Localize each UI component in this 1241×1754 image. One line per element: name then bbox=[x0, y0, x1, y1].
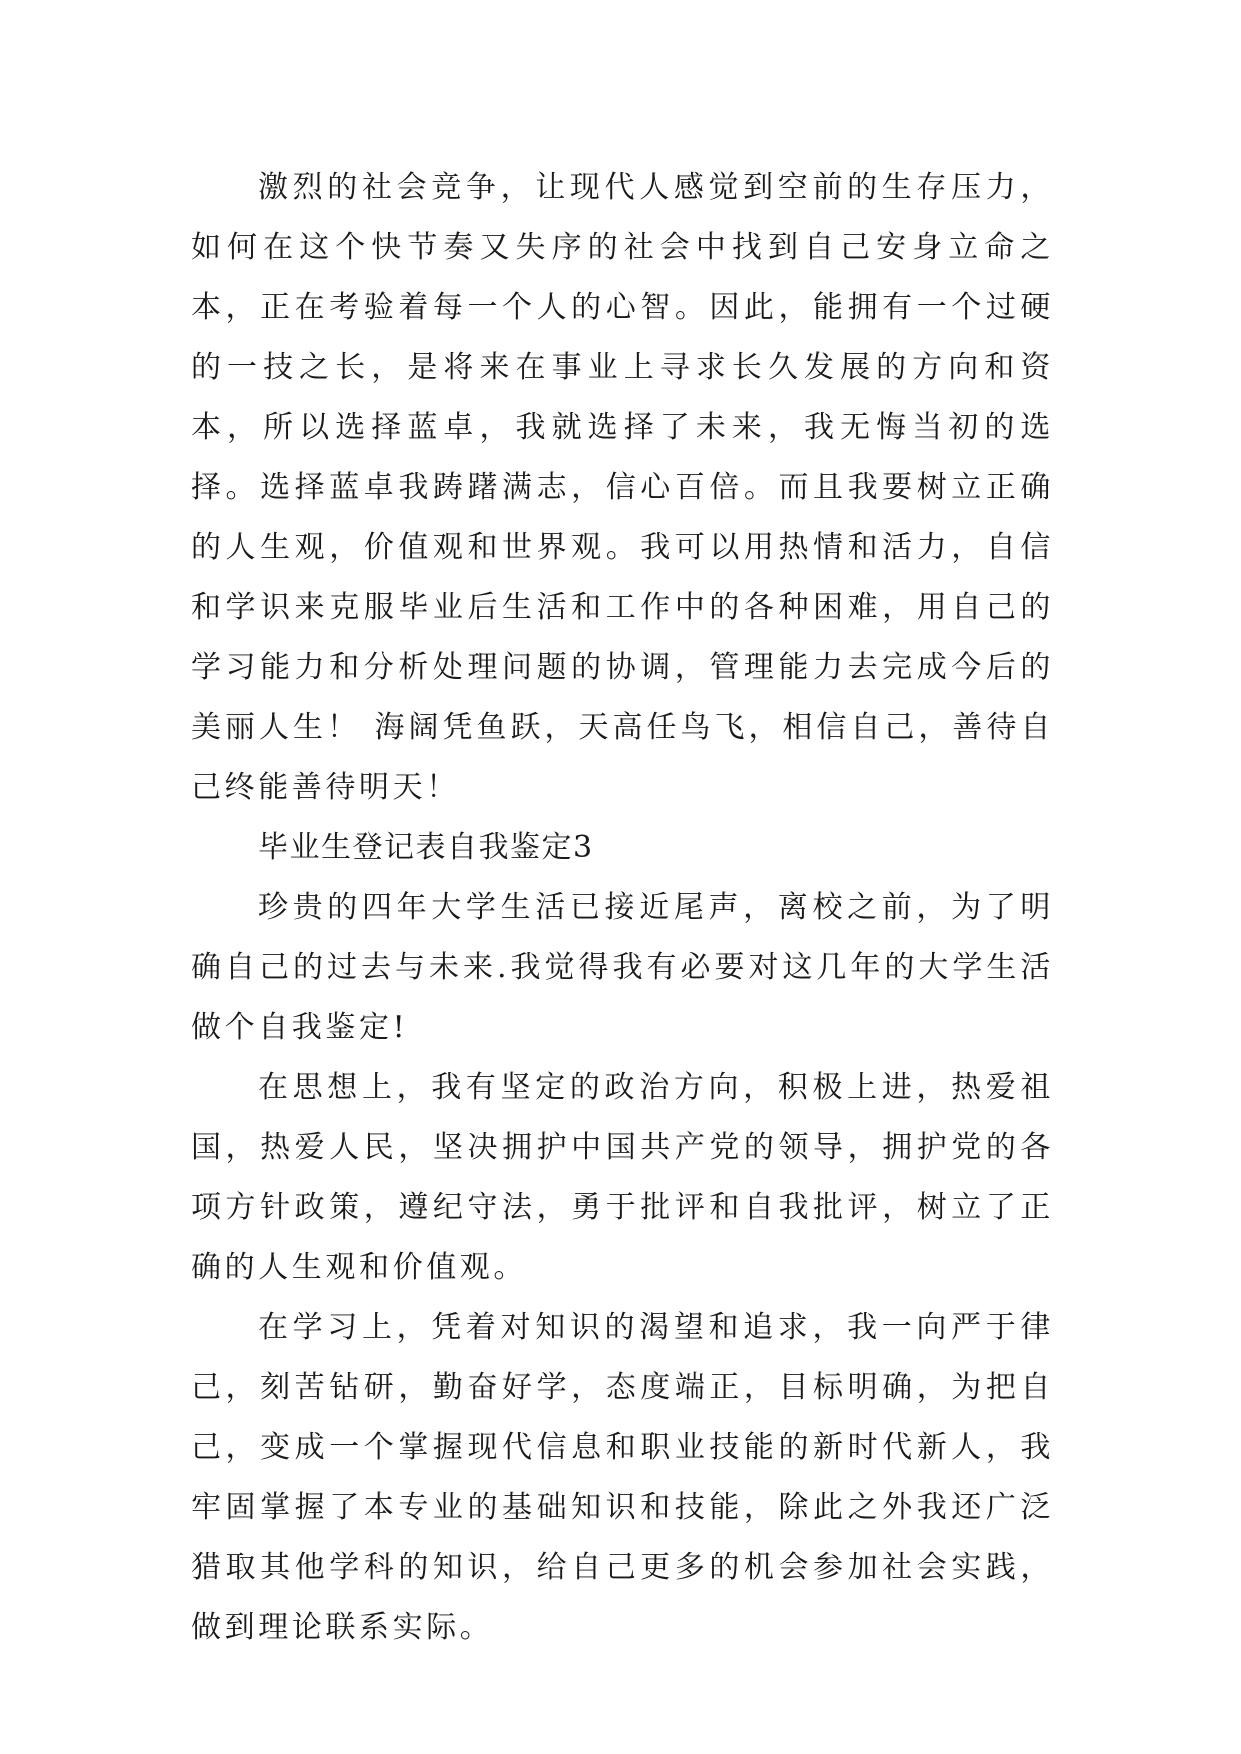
paragraph-intro: 珍贵的四年大学生活已接近尾声，离校之前，为了明确自己的过去与未来.我觉得我有必要对这几年的大学生活做个自我鉴定! bbox=[191, 890, 1054, 1045]
document-body bbox=[191, 158, 1054, 1658]
section-heading: 毕业生登记表自我鉴定3 bbox=[258, 830, 594, 865]
paragraph-competition: 激烈的社会竞争，让现代人感觉到空前的生存压力，如何在这个快节奏又失序的社会中找到自己安身立命之本，正在考验着每一个人的心智。因此，能拥有一个过硬的一技之长，是将来在事业上寻求长久发展的方向和资本，所以选择蓝卓，我就选择了未来，我无悔当初的选择。选择蓝卓我踌躇满志，信心百倍。而且我要树立正确的人生观，价值观和世界观。我可以用热情和活力，自信和学识来克服毕业后生活和工作中的各种困难，用自己的学习能力和分析处理问题的协调，管理能力去完成今后的美丽人生！ 海阔凭鱼跃，天高任鸟飞，相信自己，善待自己终能善待明天！ bbox=[191, 170, 1054, 805]
paragraph-ideology: 在思想上，我有坚定的政治方向，积极上进，热爱祖国，热爱人民，坚决拥护中国共产党的领导，拥护党的各项方针政策，遵纪守法，勇于批评和自我批评，树立了正确的人生观和价值观。 bbox=[191, 1070, 1054, 1285]
paragraph-study: 在学习上，凭着对知识的渴望和追求，我一向严于律己，刻苦钻研，勤奋好学，态度端正，目标明确，为把自己，变成一个掌握现代信息和职业技能的新时代新人，我牢固掌握了本专业的基础知识和技能，除此之外我还广泛猎取其他学科的知识，给自己更多的机会参加社会实践，做到理论联系实际。 bbox=[191, 1310, 1054, 1645]
